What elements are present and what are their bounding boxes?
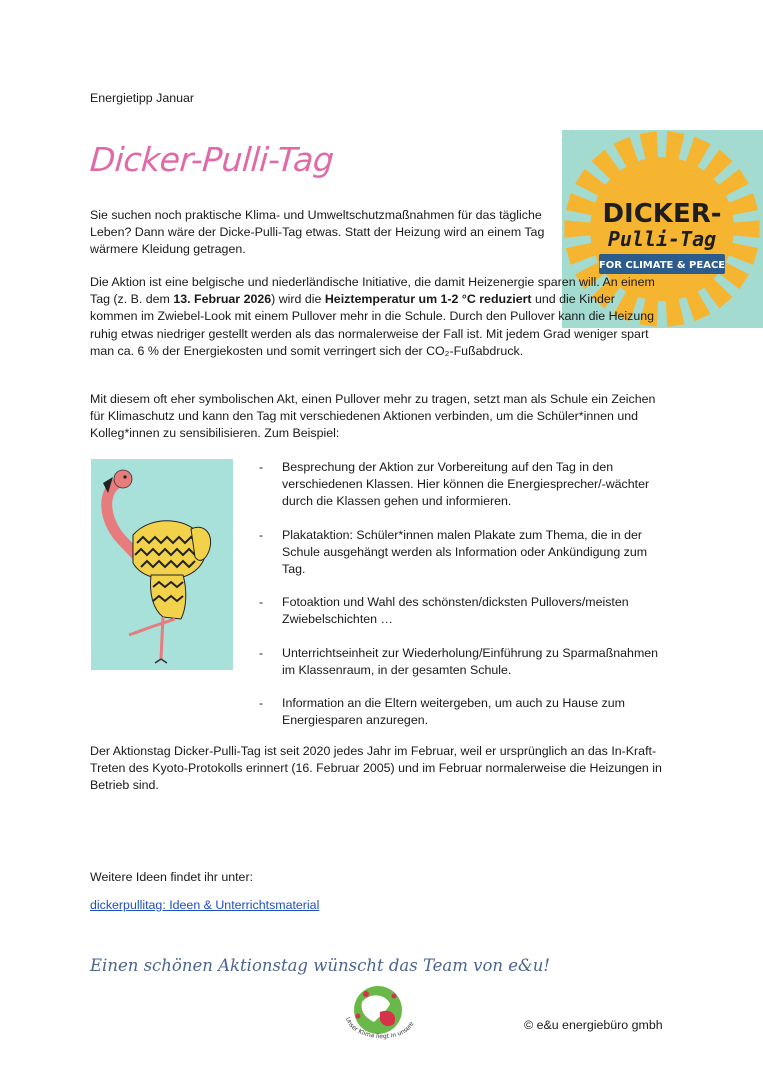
list-item: - Besprechung der Aktion zur Vorbereitung auf den Tag in den verschiedenen Klassen. Hier können die Energiesprecher/-wächter durch die Klassen gehen und informieren. xyxy=(259,460,650,509)
page-title: Dicker-Pulli-Tag xyxy=(88,140,335,180)
symbolic-act-paragraph: Mit diesem oft eher symbolischen Akt, einen Pullover mehr zu tragen, setzt man als Schule ein Zeichen für Klimaschutz und kann den Tag mit verschiedenen Aktionen verbinden, um die Schüler*innen und Kolleg*innen zu sensibilisieren. Zum Beispiel: xyxy=(90,392,656,441)
temperature-highlight: Heiztemperatur um 1-2 °C reduziert xyxy=(324,292,532,307)
list-item: - Fotoaktion und Wahl des schönsten/dicksten Pullovers/meisten Zwiebelschichten … xyxy=(259,595,629,627)
material-link[interactable]: dickerpullitag: Ideen & Unterrichtsmaterial xyxy=(90,898,320,912)
logo-line1: DICKER- xyxy=(602,199,722,229)
flamingo-sweater-illustration xyxy=(91,459,233,670)
logo-banner: FOR CLIMATE & PEACE xyxy=(598,260,726,271)
intro-paragraph: Sie suchen noch praktische Klima- und Umweltschutzmaßnahmen für das tägliche Leben? Dann wäre der Dicke-Pulli-Tag etwas. Statt der Heizung wird an einem Tag wärmere Kleidung getragen. xyxy=(90,208,545,257)
eu-team-logo xyxy=(336,982,422,1054)
team-logo-slogan: Unser Klima liegt in unsere xyxy=(343,1016,416,1041)
list-item: - Unterrichtseinheit zur Wiederholung/Einführung zu Sparmaßnahmen im Klassenraum, in der gesamten Schule. xyxy=(259,645,659,677)
further-ideas-label: Weitere Ideen findet ihr unter: xyxy=(90,870,254,884)
action-paragraph: Die Aktion ist eine belgische und niederländische Initiative, die damit Heizenergie sparen will. An einem Tag (z. B. dem 13. Februar 2026) wird die Heiztemperatur um 1-2 °C reduziert und die Kinder kommen im Zwiebel-Look mit einem Pullover mehr in die Schule. Durch den Pullover kann die Heizung ruhig etwas niedriger gestellt werden als das normalerweise der Fall ist. Mit jedem Grad weniger spart man ca. 6 % der Energiekosten und somit verringert sich der CO₂-Fußabdruck. xyxy=(90,275,655,358)
ideas-list xyxy=(259,459,669,745)
greeting-text: Einen schönen Aktionstag wünscht das Team von e&u! xyxy=(90,956,550,975)
kicker-text: Energietipp Januar xyxy=(90,91,195,105)
list-item: - Plakataktion: Schüler*innen malen Plakate zum Thema, die in der Schule ausgehängt werden als Information oder Ankündigung zum Tag. xyxy=(259,527,648,577)
history-paragraph: Der Aktionstag Dicker-Pulli-Tag ist seit 2020 jedes Jahr im Februar, weil er ursprünglich an das In-Kraft-Treten des Kyoto-Protokolls erinnert (16. Februar 2005) und im Februar normalerweise die Heizungen in Betrieb sind. xyxy=(90,744,662,793)
copyright-text: © e&u energiebüro gmbh xyxy=(524,1018,663,1032)
list-item: - Information an die Eltern weitergeben, um auch zu Hause zum Energiesparen anzuregen. xyxy=(259,696,625,728)
date-highlight: 13. Februar 2026 xyxy=(173,292,272,307)
logo-line2: Pulli-Tag xyxy=(607,227,717,251)
